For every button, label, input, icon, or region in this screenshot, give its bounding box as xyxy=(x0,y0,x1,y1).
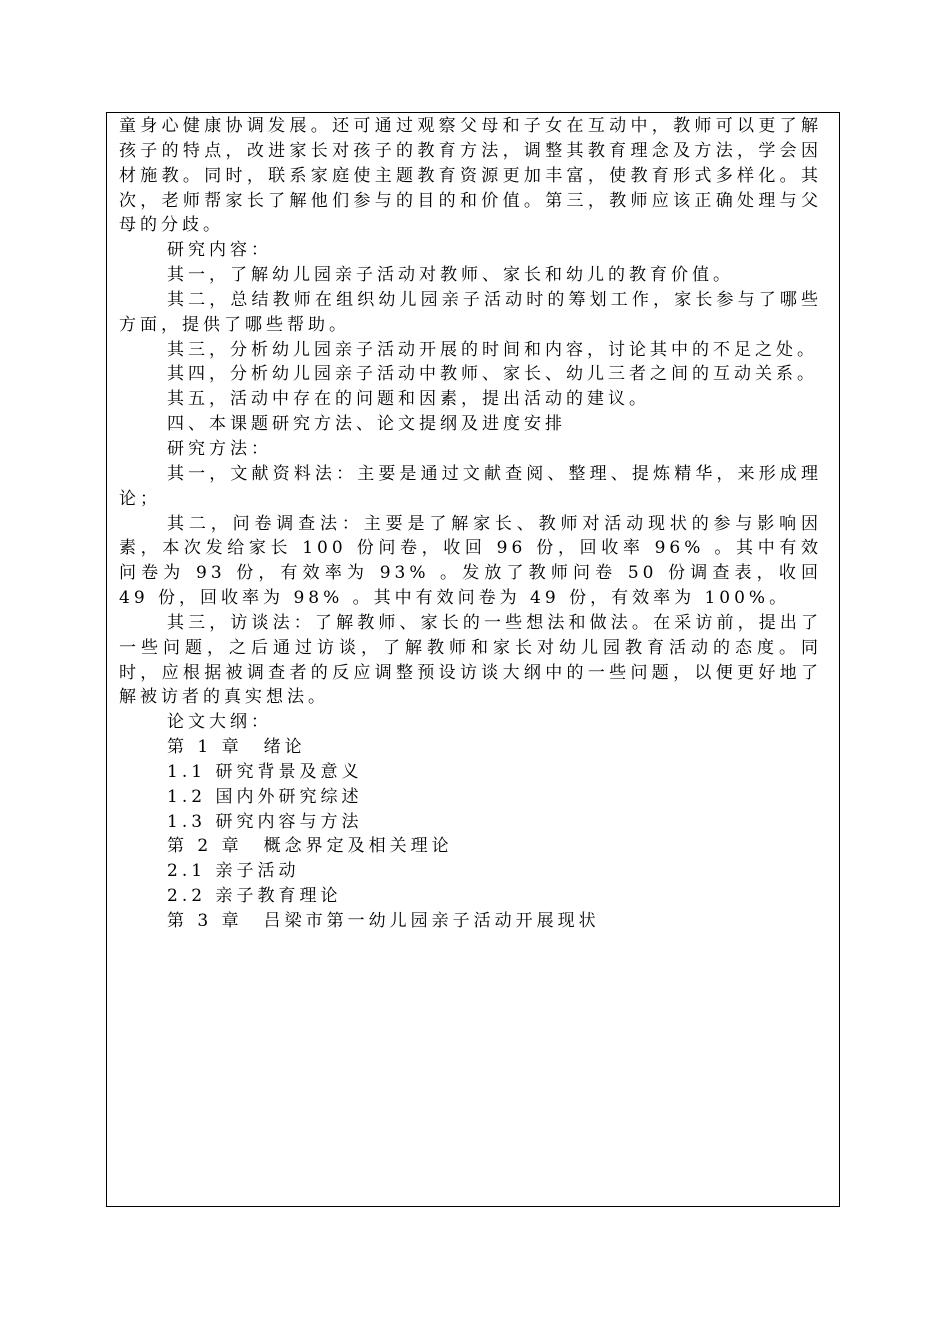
paragraph-method-3: 其三，访谈法：了解教师、家长的一些想法和做法。在采访前，提出了一些问题，之后通过访谈，了解教师和家长对幼儿园教育活动的态度。同时，应根据被调查者的反应调整预设访谈大纲中的一些问题，以便更好地了解被访者的真实想法。 xyxy=(119,612,822,708)
paragraph-item-2: 其二，总结教师在组织幼儿园亲子活动时的筹划工作，家长参与了哪些方面，提供了哪些帮助。 xyxy=(119,289,822,335)
outline-chapter-2: 第 2 章 概念界定及相关理论 xyxy=(167,836,453,857)
outline-chapter-3: 第 3 章 吕梁市第一幼儿园亲子活动开展现状 xyxy=(167,911,600,931)
document-body xyxy=(119,114,822,934)
paragraph-method-1: 其一，文献资料法：主要是通过文献查阅、整理、提炼精华，来形成理论； xyxy=(119,463,822,509)
outline-section-2-1: 2.1 亲子活动 xyxy=(167,861,300,882)
outline-section-1-3: 1.3 研究内容与方法 xyxy=(167,811,363,832)
heading-thesis-outline: 论文大纲： xyxy=(167,712,272,733)
outline-section-2-2: 2.2 亲子教育理论 xyxy=(167,886,342,907)
paragraph-item-1: 其一，了解幼儿园亲子活动对教师、家长和幼儿的教育价值。 xyxy=(167,265,734,286)
section-heading-methods: 四、本课题研究方法、论文提纲及进度安排 xyxy=(167,414,566,435)
outline-chapter-1: 第 1 章 绪论 xyxy=(167,737,306,758)
heading-research-content: 研究内容： xyxy=(167,240,272,261)
outline-section-1-2: 1.2 国内外研究综述 xyxy=(167,786,363,807)
outline-section-1-1: 1.1 研究背景及意义 xyxy=(167,761,363,782)
paragraph-method-2: 其二，问卷调查法：主要是了解家长、教师对活动现状的参与影响因素，本次发给家长 100 份问卷，收回 96 份，回收率 96% 。其中有效问卷为 93 份，有效率为 93% 。发放了教师问卷 50 份调查表，收回 49 份，回收率为 98% 。其中有效问卷为 49 份，有效率为 100%。 xyxy=(119,513,822,609)
paragraph-item-5: 其五，活动中存在的问题和因素，提出活动的建议。 xyxy=(167,389,650,410)
paragraph-item-3: 其三，分析幼儿园亲子活动开展的时间和内容，讨论其中的不足之处。 xyxy=(167,339,818,360)
paragraph-continued: 童身心健康协调发展。还可通过观察父母和子女在互动中，教师可以更了解孩子的特点，改进家长对孩子的教育方法，调整其教育理念及方法，学会因材施教。同时，联系家庭使主题教育资源更加丰富，使教育形式多样化。其次，老师帮家长了解他们参与的目的和价值。第三，教师应该正确处理与父母的分歧。 xyxy=(119,116,822,236)
heading-research-methods: 研究方法： xyxy=(167,438,272,459)
content-table-cell xyxy=(106,112,840,1207)
paragraph-item-4: 其四，分析幼儿园亲子活动中教师、家长、幼儿三者之间的互动关系。 xyxy=(167,364,818,385)
